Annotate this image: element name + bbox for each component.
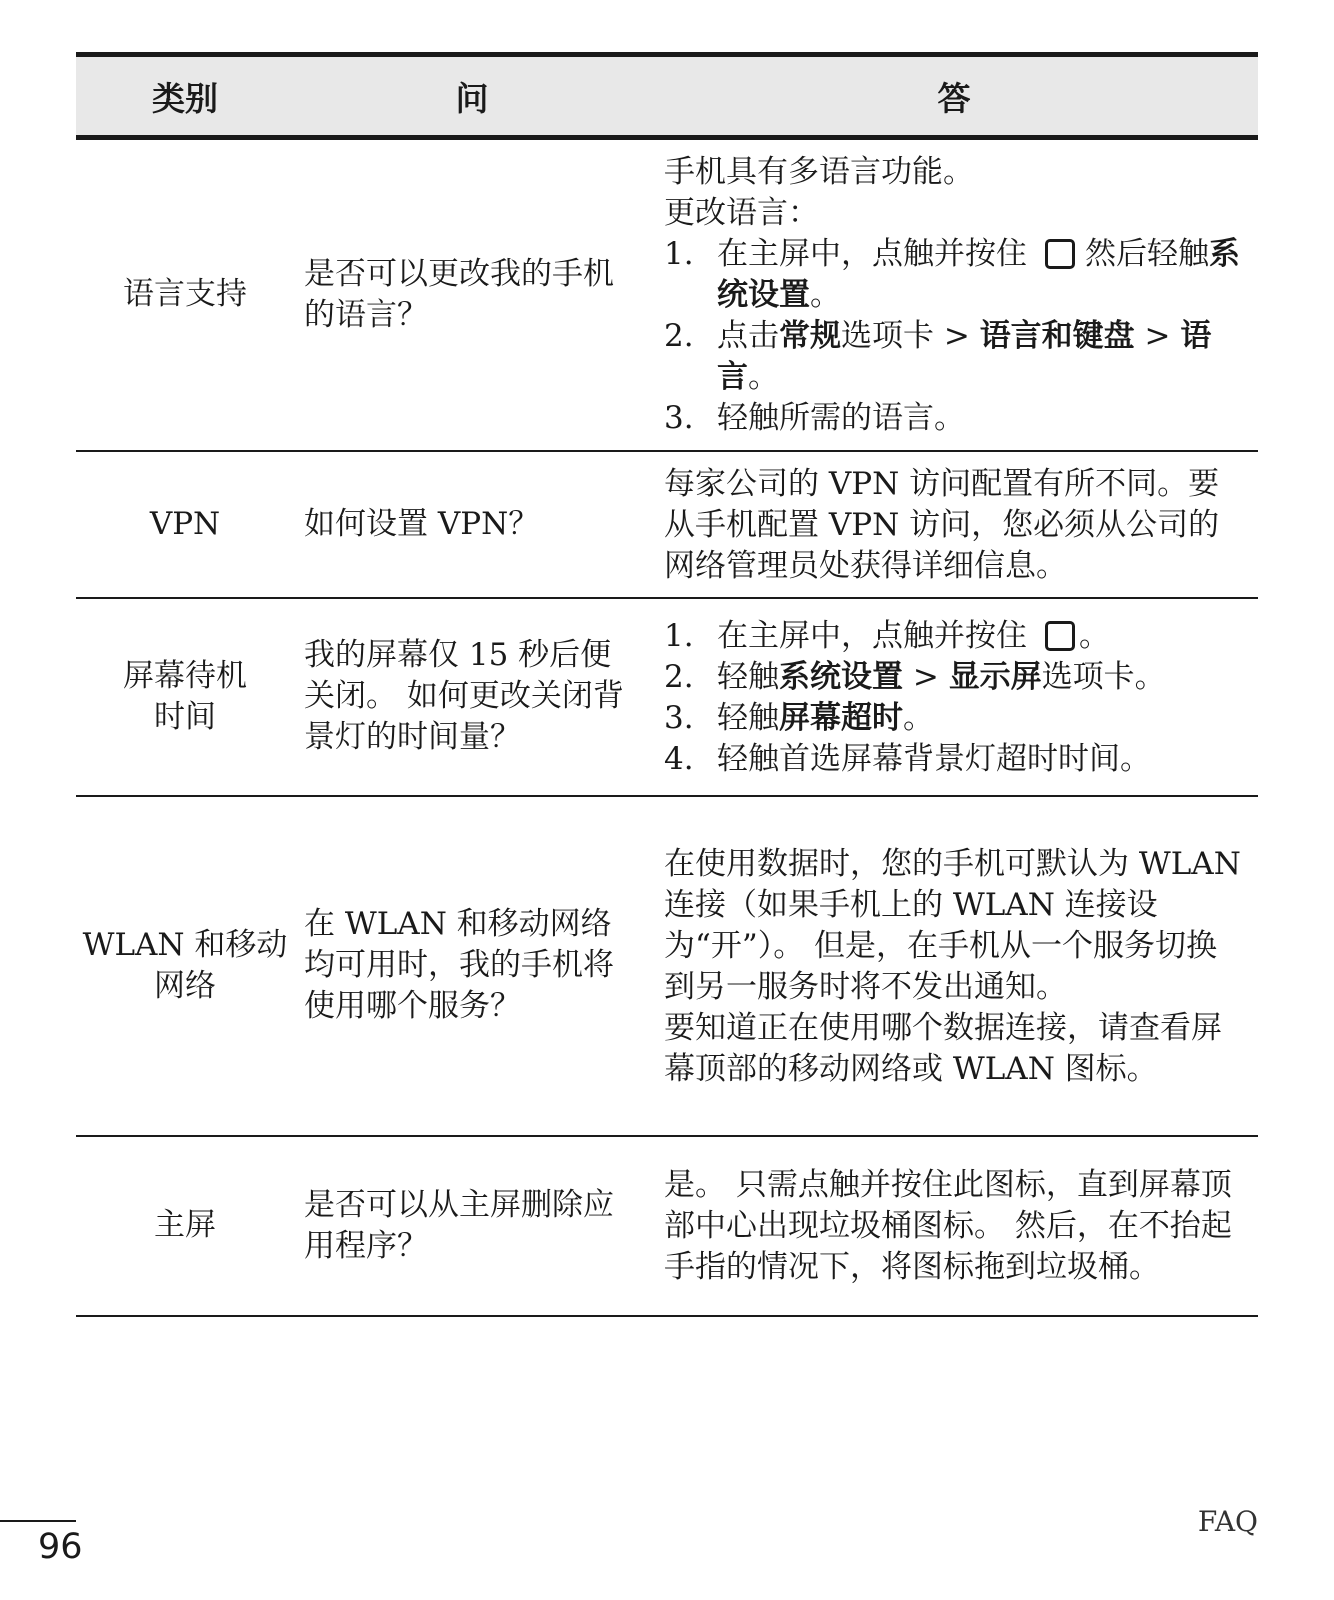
step-bold: 系统设置 bbox=[717, 236, 1240, 314]
row-answer bbox=[650, 598, 1258, 796]
step-text: 点击 bbox=[717, 318, 779, 355]
row-question: 如何设置 VPN？ bbox=[294, 451, 650, 598]
step-number: 4. bbox=[664, 740, 694, 777]
row-category: 主屏 bbox=[76, 1136, 294, 1316]
step-text: 。 bbox=[903, 699, 934, 736]
row-question: 在 WLAN 和移动网络均可用时，我的手机将使用哪个服务？ bbox=[294, 796, 650, 1136]
table-row bbox=[76, 1136, 1258, 1316]
step-text: 轻触所需的语言。 bbox=[717, 400, 965, 437]
answer-paragraph: 在使用数据时，您的手机可默认为 WLAN 连接（如果手机上的 WLAN 连接设为“开”）。 但是，在手机从一个服务切换到另一服务时将不发出通知。 bbox=[664, 845, 1241, 1005]
step-text: 。 bbox=[1079, 617, 1110, 654]
step-text: 在主屏中，点触并按住 bbox=[717, 617, 1027, 654]
step-bold: 常规 bbox=[779, 318, 841, 355]
step-text: 轻触首选屏幕背景灯超时时间。 bbox=[717, 740, 1151, 777]
step-number: 2. bbox=[664, 318, 694, 355]
category-line: WLAN 和移动 bbox=[82, 926, 288, 963]
row-category: VPN bbox=[76, 451, 294, 598]
row-answer: 每家公司的 VPN 访问配置有所不同。要从手机配置 VPN 访问，您必须从公司的网络管理员处获得详细信息。 bbox=[650, 451, 1258, 598]
table-row bbox=[76, 598, 1258, 796]
row-answer bbox=[650, 138, 1258, 451]
home-key-icon bbox=[1045, 621, 1075, 651]
step-bold: 系统设置 bbox=[779, 658, 903, 695]
answer-step bbox=[664, 698, 1244, 739]
table-row bbox=[76, 451, 1258, 598]
answer-line: 手机具有多语言功能。 bbox=[664, 154, 974, 191]
answer-paragraph: 要知道正在使用哪个数据连接，请查看屏幕顶部的移动网络或 WLAN 图标。 bbox=[664, 1009, 1222, 1087]
section-label: FAQ bbox=[1197, 1505, 1258, 1538]
step-bold: 语言和键盘 bbox=[979, 318, 1135, 355]
step-text: 轻触 bbox=[717, 658, 779, 695]
faq-table bbox=[76, 52, 1258, 1317]
answer-step bbox=[664, 739, 1244, 780]
row-answer bbox=[650, 796, 1258, 1136]
step-number: 3. bbox=[664, 400, 694, 437]
step-number: 1. bbox=[664, 617, 694, 654]
row-answer: 是。 只需点触并按住此图标，直到屏幕顶部中心出现垃圾桶图标。 然后，在不抬起手指的情况下，将图标拖到垃圾桶。 bbox=[650, 1136, 1258, 1316]
answer-step bbox=[664, 616, 1244, 657]
answer-step bbox=[664, 657, 1244, 698]
step-bold: 显示屏 bbox=[948, 658, 1042, 695]
row-question: 是否可以更改我的手机的语言？ bbox=[294, 138, 650, 451]
row-question: 是否可以从主屏删除应用程序？ bbox=[294, 1136, 650, 1316]
table-header-row bbox=[76, 55, 1258, 138]
step-number: 3. bbox=[664, 699, 694, 736]
step-text: 在主屏中，点触并按住 bbox=[717, 236, 1027, 273]
category-line: 网络 bbox=[154, 967, 216, 1004]
answer-line: 更改语言： bbox=[664, 195, 819, 232]
table-row bbox=[76, 138, 1258, 451]
step-text: 选项卡 > bbox=[841, 318, 980, 355]
header-category: 类别 bbox=[76, 55, 294, 138]
row-category bbox=[76, 598, 294, 796]
step-number: 2. bbox=[664, 658, 694, 695]
row-category bbox=[76, 796, 294, 1136]
answer-step bbox=[664, 398, 1244, 439]
header-question: 问 bbox=[294, 55, 650, 138]
step-bold: 语言 bbox=[717, 318, 1212, 396]
home-key-icon bbox=[1045, 239, 1075, 269]
row-question: 我的屏幕仅 15 秒后便关闭。 如何更改关闭背景灯的时间量？ bbox=[294, 598, 650, 796]
step-number: 1. bbox=[664, 236, 694, 273]
header-answer: 答 bbox=[650, 55, 1258, 138]
answer-step bbox=[664, 234, 1244, 316]
step-text: > bbox=[903, 658, 949, 695]
step-text: 。 bbox=[810, 277, 841, 314]
category-line: 屏幕待机 bbox=[123, 657, 247, 694]
page-number: 96 bbox=[38, 1527, 83, 1567]
step-text: 轻触 bbox=[717, 699, 779, 736]
step-text: 然后轻触 bbox=[1085, 236, 1209, 273]
step-bold: 屏幕超时 bbox=[779, 699, 903, 736]
answer-step bbox=[664, 316, 1244, 398]
footer-rule bbox=[0, 1520, 76, 1522]
table-row bbox=[76, 796, 1258, 1136]
step-text: 选项卡。 bbox=[1041, 658, 1166, 695]
step-text: 。 bbox=[748, 359, 779, 396]
row-category: 语言支持 bbox=[76, 138, 294, 451]
category-line: 时间 bbox=[154, 698, 216, 735]
step-text: > bbox=[1134, 318, 1181, 355]
